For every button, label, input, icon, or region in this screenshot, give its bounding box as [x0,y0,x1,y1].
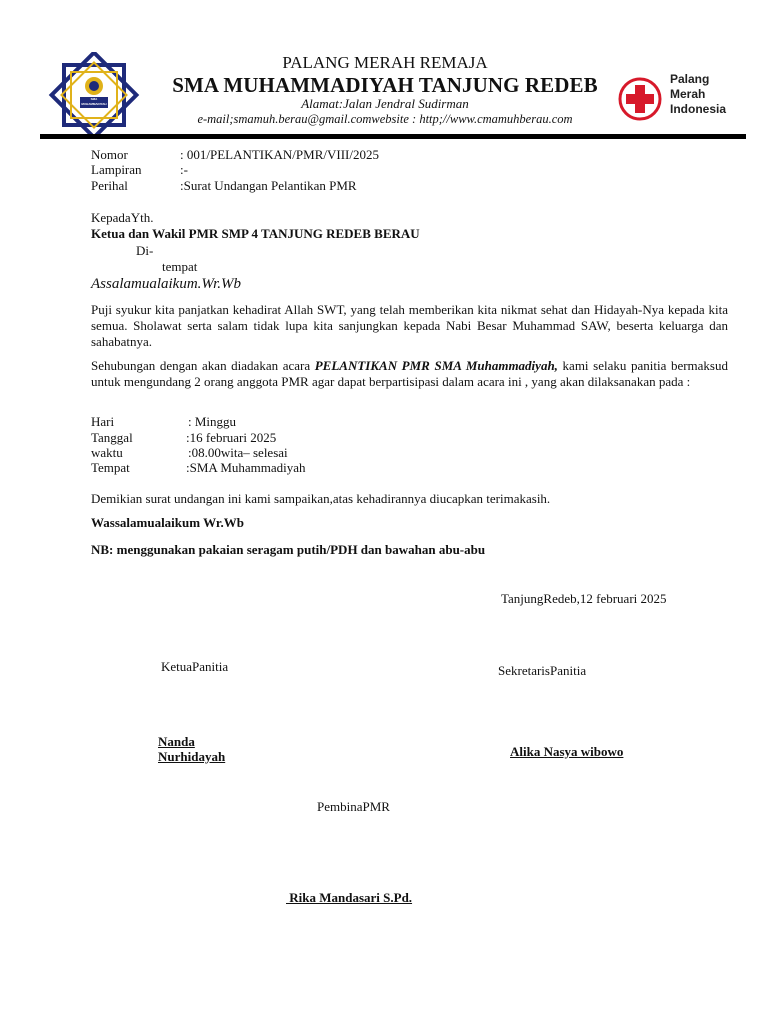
ketua-name-line1: Nanda [158,734,195,749]
meta-perihal-label: Perihal [91,178,128,193]
event-tanggal-label: Tanggal [91,430,133,445]
sekretaris-name: Alika Nasya wibowo [510,744,624,759]
ketua-title: KetuaPanitia [161,659,229,674]
invitation-text-before: Sehubungan dengan akan diadakan acara [91,358,315,373]
place-date: TanjungRedeb,12 februari 2025 [501,591,667,606]
meta-perihal-value: :Surat Undangan Pelantikan PMR [180,178,357,193]
paragraph-opening: Puji syukur kita panjatkan kehadirat Allah SWT, yang telah memberikan kita nikmat sehat dan Hidayah-Nya kepada kita semua. Sholawat serta salam tidak lupa kita sanjungkan kepada Nabi Besar Muhammad SAW, beserta keluarga dan sahabatnya. [91,302,728,349]
event-tanggal-value: :16 februari 2025 [186,430,277,445]
meta-nomor-value: : 001/PELANTIKAN/PMR/VIII/2025 [180,147,379,162]
recipient-tempat: tempat [162,259,198,274]
school-address: Alamat:Jalan Jendral Sudirman [301,96,469,111]
recipient-kepada: KepadaYth. [91,210,154,225]
meta-lampiran-value: :- [180,162,188,177]
pembina-name: Rika Mandasari S.Pd. [286,890,413,905]
pembina-title: PembinaPMR [317,799,390,814]
sekretaris-title: SekretarisPanitia [498,663,587,678]
school-logo [44,52,144,138]
wassalam: Wassalamualaikum Wr.Wb [91,515,244,530]
ketua-name-line2: Nurhidayah [158,749,226,764]
greeting: Assalamualaikum.Wr.Wb [91,276,241,292]
red-cross-icon [617,76,663,122]
event-hari-label: Hari [91,414,115,429]
meta-lampiran-label: Lampiran [91,162,142,177]
event-tempat-label: Tempat [91,460,130,475]
pmi-logo-line2: Merah [670,87,706,101]
event-name: PELANTIKAN PMR SMA Muhammadiyah, [314,358,558,373]
school-name: SMA MUHAMMADIYAH TANJUNG REDEB [172,73,598,97]
closing-text: Demikian surat undangan ini kami sampaikan,atas kehadirannya diucapkan terimakasih. [91,491,551,506]
recipient-name: Ketua dan Wakil PMR SMP 4 TANJUNG REDEB BERAU [91,226,420,241]
nb-note: NB: menggunakan pakaian seragam putih/PDH dan bawahan abu-abu [91,542,486,557]
event-waktu-value: :08.00wita– selesai [188,445,288,460]
pmi-logo [617,72,737,120]
school-contact: e-mail;smamuh.berau@gmail.comwebsite : http;//www.cmamuhberau.com [197,112,573,126]
event-hari-value: : Minggu [188,414,237,429]
pmi-logo-line1: Palang [670,72,710,86]
org-line: PALANG MERAH REMAJA [282,53,488,72]
paragraph-invitation [91,358,728,390]
recipient-di: Di- [136,243,154,258]
letterhead-divider [40,134,746,139]
school-logo-text: SMA MUHAMMADIYAH TANJUNG REDEB [81,97,107,111]
event-waktu-label: waktu [91,445,123,460]
event-tempat-value: :SMA Muhammadiyah [186,460,306,475]
school-emblem-icon [44,52,144,138]
meta-nomor-label: Nomor [91,147,128,162]
pmi-logo-line3: Indonesia [670,102,727,116]
invitation-text-after: kami selaku panitia bermaksud untuk mengundang 2 orang anggota PMR agar dapat berpartisipasi dalam acara ini , yang akan dilaksanakan pada : [91,358,728,389]
